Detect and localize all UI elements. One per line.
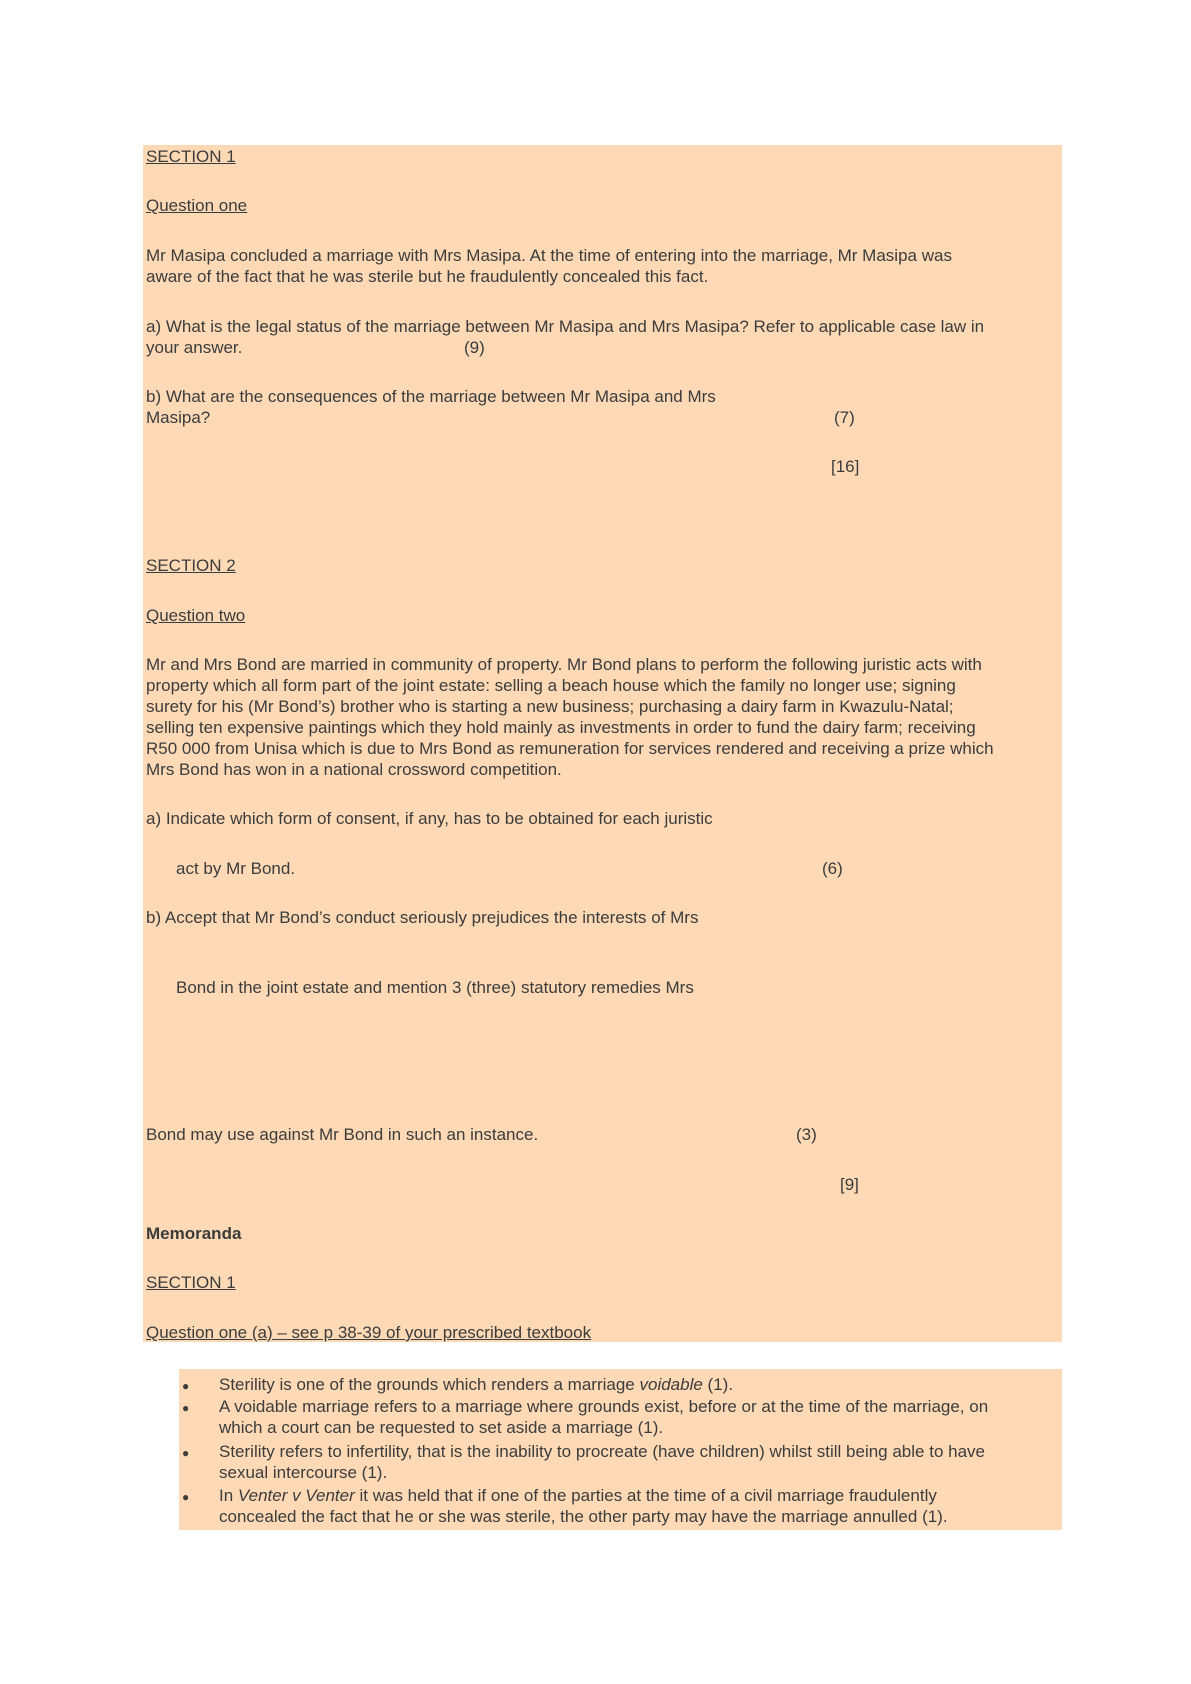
list-item: A voidable marriage refers to a marriage where grounds exist, before or at the time of the marriage, on bbox=[219, 1397, 989, 1416]
scenario-line: selling ten expensive paintings which they hold mainly as investments in order to fund the dairy farm; receiving bbox=[146, 718, 976, 737]
question-b-marks: (7) bbox=[834, 408, 855, 427]
question-b-text: Bond may use against Mr Bond in such an instance. bbox=[146, 1125, 539, 1144]
list-item: sexual intercourse (1). bbox=[219, 1463, 388, 1482]
section-2-heading: SECTION 2 bbox=[146, 556, 236, 575]
scenario-line: R50 000 from Unisa which is due to Mrs Bond as remuneration for services rendered and receiving a prize which bbox=[146, 739, 994, 758]
list-item-emphasis: Venter v Venter bbox=[237, 1486, 355, 1505]
list-item-text: Sterility is one of the grounds which renders a marriage bbox=[219, 1375, 640, 1394]
question-a-text: a) What is the legal status of the marriage between Mr Masipa and Mrs Masipa? Refer to applicable case law in bbox=[146, 317, 985, 336]
question-b-text: b) What are the consequences of the marriage between Mr Masipa and Mrs bbox=[146, 387, 716, 406]
question-b-text: Bond in the joint estate and mention 3 (three) statutory remedies Mrs bbox=[176, 978, 694, 997]
question-one-title: Question one bbox=[146, 196, 248, 215]
section-2-total: [9] bbox=[840, 1175, 859, 1194]
question-b-marks: (3) bbox=[796, 1125, 817, 1144]
bullet-icon: ● bbox=[182, 1446, 190, 1460]
list-item-text: it was held that if one of the parties at the time of a civil marriage fraudulently bbox=[354, 1486, 937, 1505]
scenario-line: Mrs Bond has won in a national crossword competition. bbox=[146, 760, 562, 779]
section-1-total: [16] bbox=[831, 457, 860, 476]
question-a-text: a) Indicate which form of consent, if any, has to be obtained for each juristic bbox=[146, 809, 713, 828]
memoranda-heading: Memoranda bbox=[146, 1224, 242, 1243]
bullet-icon: ● bbox=[182, 1379, 190, 1393]
list-item: Sterility refers to infertility, that is the inability to procreate (have children) whilst still being able to have bbox=[219, 1442, 985, 1461]
question-a-marks: (9) bbox=[464, 338, 485, 357]
scenario-line: property which all form part of the joint estate: selling a beach house which the family no longer use; signing bbox=[146, 676, 956, 695]
list-item-emphasis: voidable bbox=[639, 1375, 703, 1394]
scenario-line: Mr and Mrs Bond are married in community of property. Mr Bond plans to perform the following juristic acts with bbox=[146, 655, 982, 674]
list-item-text: In bbox=[219, 1486, 238, 1505]
list-item bbox=[219, 1374, 733, 1395]
memoranda-question-ref: Question one (a) – see p 38-39 of your prescribed textbook bbox=[146, 1323, 592, 1342]
scenario-line: Mr Masipa concluded a marriage with Mrs Masipa. At the time of entering into the marriage, Mr Masipa was bbox=[146, 246, 952, 265]
question-b-text: Masipa? bbox=[146, 408, 211, 427]
question-two-title: Question two bbox=[146, 606, 246, 625]
question-b-text: b) Accept that Mr Bond’s conduct seriously prejudices the interests of Mrs bbox=[146, 908, 699, 927]
section-1-heading: SECTION 1 bbox=[146, 147, 236, 166]
list-item: which a court can be requested to set aside a marriage (1). bbox=[219, 1418, 664, 1437]
list-item bbox=[219, 1485, 937, 1506]
memoranda-section-heading: SECTION 1 bbox=[146, 1273, 236, 1292]
bullet-icon: ● bbox=[182, 1490, 190, 1504]
question-a-marks: (6) bbox=[822, 859, 843, 878]
list-item-text: (1). bbox=[702, 1375, 734, 1394]
scenario-line: surety for his (Mr Bond’s) brother who is starting a new business; purchasing a dairy farm in Kwazulu-Natal; bbox=[146, 697, 954, 716]
question-a-text: act by Mr Bond. bbox=[176, 859, 296, 878]
list-item: concealed the fact that he or she was sterile, the other party may have the marriage annulled (1). bbox=[219, 1507, 948, 1526]
bullet-icon: ● bbox=[182, 1401, 190, 1415]
question-a-text: your answer. bbox=[146, 338, 243, 357]
scenario-line: aware of the fact that he was sterile but he fraudulently concealed this fact. bbox=[146, 267, 709, 286]
